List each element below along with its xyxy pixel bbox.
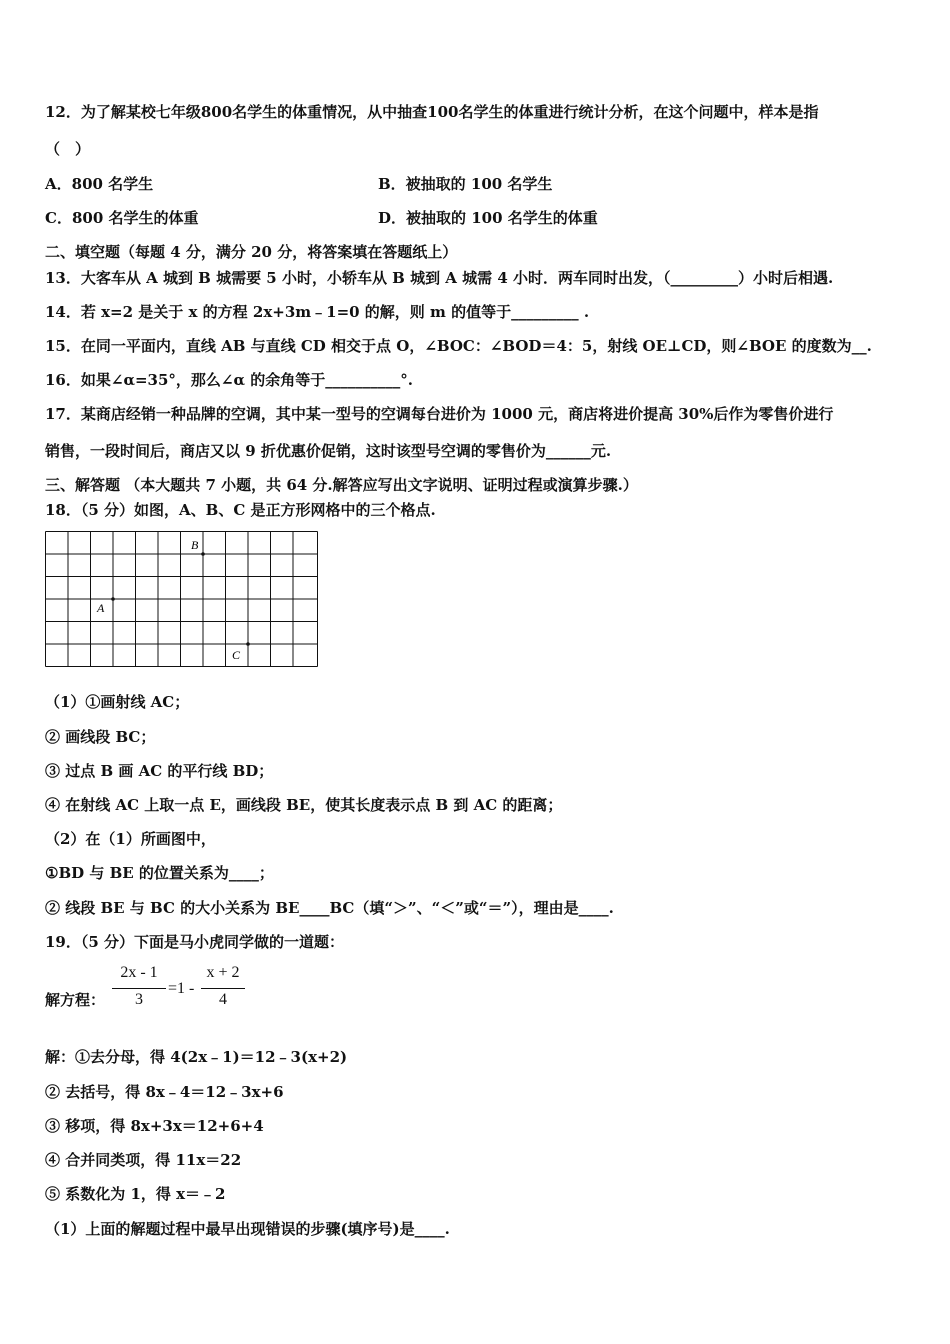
- q15: 15．在同一平面内，直线 AB 与直线 CD 相交于点 O，∠BOC：∠BOD＝4：5，射线 OE⊥CD，则∠BOE 的度数为__.: [45, 337, 872, 355]
- q17-line2: 销售，一段时间后，商店又以 9 折优惠价促销，这时该型号空调的零售价为______元.: [45, 442, 612, 460]
- fraction-right-bar: [201, 988, 245, 989]
- fraction-right-denominator: 4: [219, 991, 227, 1008]
- q19-step1: 解：①去分母，得 4(2x﹣1)＝12﹣3(x+2): [45, 1048, 348, 1066]
- q18-part1-1: （1）①画射线 AC；: [45, 693, 190, 711]
- section3-heading: 三、解答题 （本大题共 7 小题，共 64 分.解答应写出文字说明、证明过程或演算步骤.）: [45, 476, 638, 494]
- q12-paren: （ ）: [45, 140, 91, 158]
- q12-option-a: A．800 名学生: [45, 175, 154, 193]
- q18-part2-2: ② 线段 BE 与 BC 的大小关系为 BE____BC（填“＞”、“＜”或“＝”），理由是____.: [45, 899, 614, 917]
- fraction-right-numerator: x + 2: [206, 964, 240, 981]
- q18-part1-4: ④ 在射线 AC 上取一点 E，画线段 BE，使其长度表示点 B 到 AC 的距离；: [45, 796, 563, 814]
- q19-part1: （1）上面的解题过程中最早出现错误的步骤(填序号)是____.: [45, 1220, 450, 1238]
- section2-heading: 二、填空题（每题 4 分，满分 20 分，将答案填在答题纸上）: [45, 243, 458, 261]
- grid-lines: [46, 532, 318, 667]
- q12-option-b: B．被抽取的 100 名学生: [378, 175, 553, 193]
- q18-part2-1: ①BD 与 BE 的位置关系为____；: [45, 864, 274, 882]
- q12-option-c: C．800 名学生的体重: [45, 209, 199, 227]
- equation-middle: =1 -: [168, 980, 195, 997]
- point-c-label: C: [232, 648, 241, 662]
- point-b-dot: [201, 552, 205, 556]
- q18-part1-3: ③ 过点 B 画 AC 的平行线 BD；: [45, 762, 274, 780]
- q19-equation-label: 解方程：: [45, 991, 106, 1009]
- q19-step5: ⑤ 系数化为 1，得 x＝﹣2: [45, 1185, 226, 1203]
- q19-stem: 19．（5 分）下面是马小虎同学做的一道题：: [45, 933, 345, 951]
- q13: 13．大客车从 A 城到 B 城需要 5 小时，小轿车从 B 城到 A 城需 4 小时．两车同时出发，（_________）小时后相遇.: [45, 269, 834, 287]
- point-c-dot: [246, 642, 250, 646]
- q16: 16．如果∠α=35°，那么∠α 的余角等于__________°.: [45, 371, 413, 389]
- square-grid-figure: [45, 531, 319, 668]
- point-a-label: A: [97, 601, 105, 615]
- fraction-left-bar: [112, 988, 166, 989]
- point-a-dot: [111, 597, 115, 601]
- q14: 14．若 x=2 是关于 x 的方程 2x+3m﹣1=0 的解，则 m 的值等于_________ .: [45, 303, 590, 321]
- fraction-left-denominator: 3: [135, 991, 143, 1008]
- q12-option-d: D．被抽取的 100 名学生的体重: [378, 209, 598, 227]
- q19-step4: ④ 合并同类项，得 11x＝22: [45, 1151, 242, 1169]
- q19-step3: ③ 移项，得 8x+3x＝12+6+4: [45, 1117, 264, 1135]
- q17-line1: 17．某商店经销一种品牌的空调，其中某一型号的空调每台进价为 1000 元，商店将进价提高 30%后作为零售价进行: [45, 405, 834, 423]
- q18-part2: （2）在（1）所画图中，: [45, 830, 216, 848]
- q19-step2: ② 去括号，得 8x﹣4＝12﹣3x+6: [45, 1083, 284, 1101]
- q12-stem: 12．为了解某校七年级800名学生的体重情况，从中抽查100名学生的体重进行统计分析，在这个问题中，样本是指: [45, 103, 819, 121]
- point-b-label: B: [191, 538, 199, 552]
- q18-part1-2: ② 画线段 BC；: [45, 728, 156, 746]
- fraction-left-numerator: 2x - 1: [120, 964, 158, 981]
- q18-stem: 18．（5 分）如图，A、B、C 是正方形网格中的三个格点.: [45, 501, 436, 519]
- fraction-left: [112, 964, 166, 1014]
- fraction-right: [201, 964, 245, 1014]
